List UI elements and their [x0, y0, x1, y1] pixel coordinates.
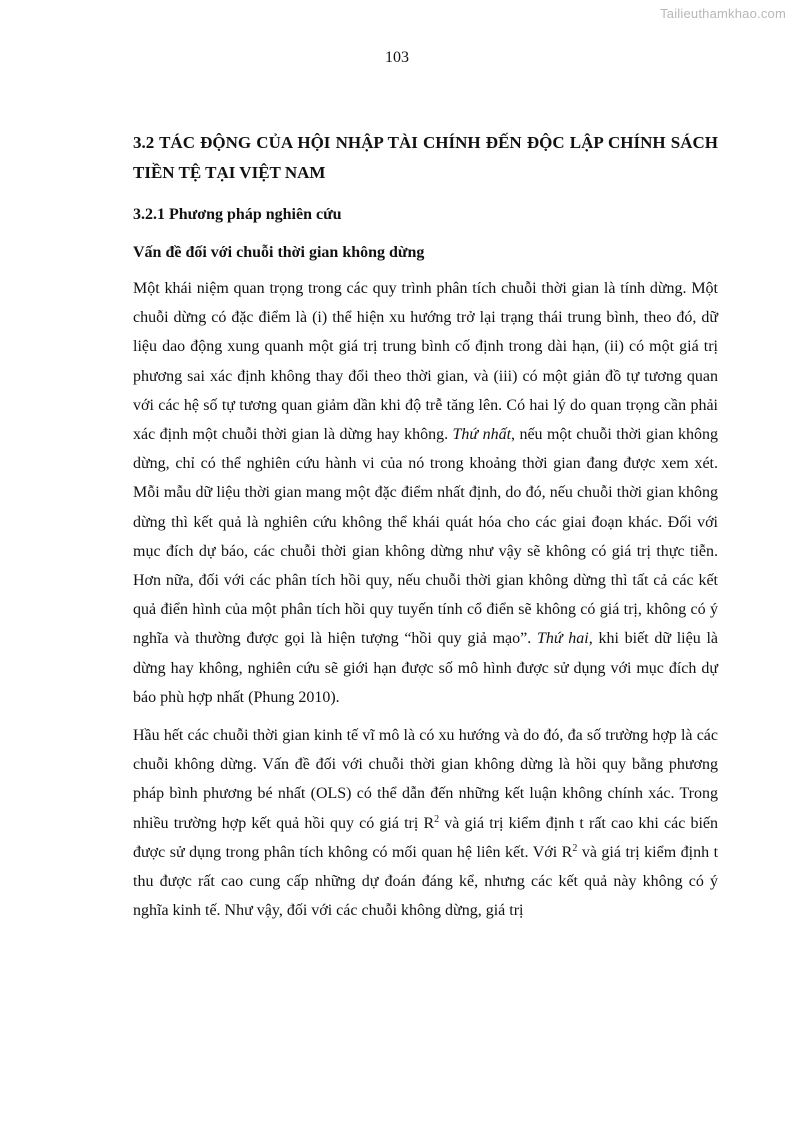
emphasis-second: Thứ hai [536, 630, 589, 648]
paragraph-text: Một khái niệm quan trọng trong các quy trình phân tích chuỗi thời gian là tính dừng. Một chuỗi dừng có đặc điểm là (i) thể hiện xu hướng trở lại trạng thái trung bình, theo đó, dữ liệu dao động xung quanh một giá trị trung bình cố định trong dài hạn, (ii) có một giá trị phương sai xác định không thay đổi theo thời gian, và (iii) có một giản đồ tự tương quan với các hệ số tự tương quan giảm dần khi độ trễ tăng lên. Có hai lý do quan trọng cần phải xác định một chuỗi thời gian là dừng hay không. [133, 280, 718, 444]
page-number: 103 [385, 49, 409, 66]
superscript: 2 [434, 813, 440, 825]
paragraph-text: , khi biết dữ liệu là dừng hay không, nghiên cứu sẽ giới hạn được số mô hình được sử dụng với mục đích dự báo phù hợp nhất (Phung 2010). [133, 630, 718, 706]
watermark: Tailieuthamkhao.com [660, 6, 786, 21]
paragraph-nonstationary [133, 721, 718, 925]
document-body [133, 128, 718, 925]
paragraph-text: và giá trị kiểm định t rất cao khi các biến được sử dụng trong phân tích không có mối quan hệ liên kết. Với R [133, 814, 719, 861]
subsection-title: 3.2.1 Phương pháp nghiên cứu [133, 206, 342, 223]
paragraph-text: và giá trị kiểm định t thu được rất cao cung cấp những dự đoán đáng kể, nhưng các kết quả này không có ý nghĩa kinh tế. Như vậy, đối với các chuỗi không dừng, giá trị [133, 843, 719, 920]
section-title: 3.2 TÁC ĐỘNG CỦA HỘI NHẬP TÀI CHÍNH ĐẾN ĐỘC LẬP CHÍNH SÁCH TIỀN TỆ TẠI VIỆT NAM [133, 133, 718, 182]
topic-title: Vấn đề đối với chuỗi thời gian không dừng [133, 244, 425, 261]
paragraph-text: , nếu một chuỗi thời gian không dừng, chỉ có thể nghiên cứu hành vi của nó trong khoảng thời gian đang được xem xét. Mỗi mẫu dữ liệu thời gian mang một đặc điểm nhất định, do đó, nếu chuỗi thời gian không dừng thì kết quả là nghiên cứu không thể khái quát hóa cho các giai đoạn khác. Đối với mục đích dự báo, các chuỗi thời gian không dừng như vậy sẽ không có giá trị thực tiễn. Hơn nữa, đối với các phân tích hồi quy, nếu chuỗi thời gian không dừng thì tất cả các kết quả điển hình của một phân tích hồi quy tuyến tính cổ điển sẽ không có giá trị, không có ý nghĩa và thường được gọi là hiện tượng “hồi quy giả mạo”. [133, 426, 718, 648]
paragraph-text: Hầu hết các chuỗi thời gian kinh tế vĩ mô là có xu hướng và do đó, đa số trường hợp là các chuỗi không dừng. Vấn đề đối với chuỗi thời gian không dừng là hồi quy bằng phương pháp bình phương bé nhất (OLS) có thể dẫn đến những kết luận không chính xác. Trong nhiều trường hợp kết quả hồi quy có giá trị R [133, 727, 718, 832]
emphasis-first: Thứ nhất [452, 426, 512, 444]
paragraph-stationarity [133, 274, 718, 712]
superscript: 2 [572, 842, 578, 854]
